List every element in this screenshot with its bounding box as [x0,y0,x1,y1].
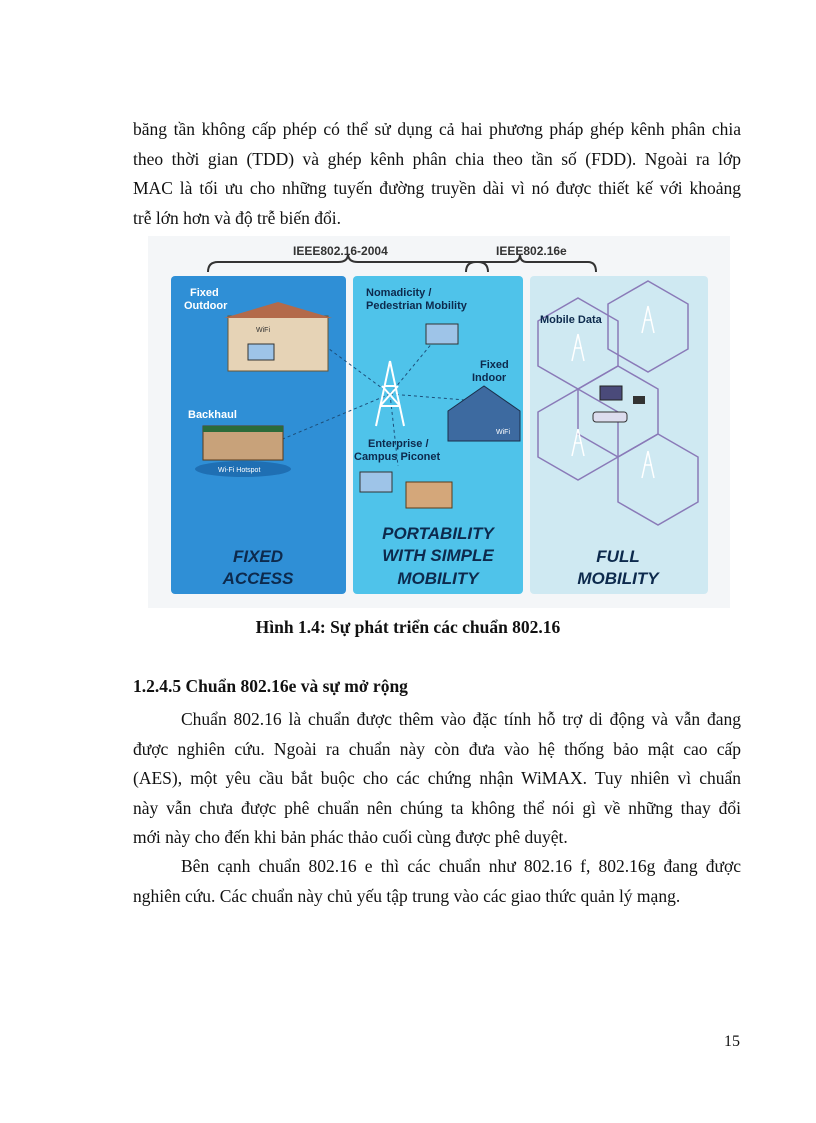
intro-line: băng tần không cấp phép có thể sử dụng cả hai phương pháp ghép kênh phân chia [133,119,741,139]
standard-left-label: IEEE802.16-2004 [293,244,388,258]
figure-caption: Hình 1.4: Sự phát triển các chuẩn 802.16 [255,617,561,637]
para1-line: mới này cho đến khi bản phác thảo cuối cùng được phê duyệt. [133,827,568,847]
para2-line: nghiên cứu. Các chuẩn này chủ yếu tập trung vào các giao thức quản lý mạng. [133,885,681,906]
section-heading: 1.2.4.5 Chuẩn 802.16e và sự mở rộng [133,676,408,696]
fixed-access-title-2: ACCESS [222,569,294,588]
figure-802-16-evolution [148,236,730,608]
wifi-hotspot-label: Wi-Fi Hotspot [218,467,261,474]
label-mobile-data: Mobile Data [540,314,602,326]
label-fixed-outdoor-2: Outdoor [184,300,228,312]
standard-right-label: IEEE802.16e [496,244,567,258]
intro-line: MAC là tối ưu cho những tuyến đường truyền dài vì nó được thiết kế với khoảng [133,178,741,198]
label-backhaul: Backhaul [188,409,237,421]
label-nomadicity-2: Pedestrian Mobility [366,300,467,312]
mobile-phone-icon [633,396,645,404]
label-enterprise-1: Enterprise / [368,438,429,450]
label-nomadicity-1: Nomadicity / [366,287,432,299]
fixed-access-title-1: FIXED [232,547,284,566]
portability-title-2: WITH SIMPLE [382,546,494,565]
full-mobility-title-1: FULL [596,547,640,566]
campus-building-icon [406,482,452,508]
label-fixed-outdoor-1: Fixed [190,287,219,299]
mobile-car-icon [593,412,627,422]
outdoor-laptop-icon [248,344,274,360]
indoor-wifi-label: WiFi [496,429,510,436]
para1-line: được nghiên cứu. Ngoài ra chuẩn này còn đưa vào hệ thống bảo mật cao cấp [133,738,741,759]
outdoor-wifi-label: WiFi [256,327,270,334]
portability-title-3: MOBILITY [397,569,479,588]
para1-line: Chuẩn 802.16 là chuẩn được thêm vào đặc tính hỗ trợ di động và vẫn đang [181,709,741,729]
para1-line: (AES), một yêu cầu bắt buộc cho các chứng nhận WiMAX. Tuy nhiên vì chuẩn [133,768,741,788]
figure-diagram [148,236,730,608]
section-paragraph-1 [133,705,741,853]
mobile-laptop-icon [600,386,622,400]
intro-line: trễ lớn hơn và độ trễ biến đổi. [133,207,342,228]
para2-line: Bên cạnh chuẩn 802.16 e thì các chuẩn như 802.16 f, 802.16g đang được [181,856,741,876]
section-paragraph-2 [133,852,741,911]
label-fixed-indoor-1: Fixed [480,359,509,371]
nomadic-laptop-icon [426,324,458,344]
enterprise-laptop-icon [360,472,392,492]
full-mobility-title-2: MOBILITY [577,569,659,588]
para1-line: này vẫn chưa được phê chuẩn nên chúng ta không thể nói gì về những thay đổi [133,797,741,818]
page-number: 15 [724,1033,740,1050]
label-enterprise-2: Campus Piconet [354,451,441,463]
intro-paragraph [133,115,741,233]
intro-line: theo thời gian (TDD) và ghép kênh phân chia theo tần số (FDD). Ngoài ra lớp [133,148,741,169]
portability-title-1: PORTABILITY [382,524,494,543]
label-fixed-indoor-2: Indoor [472,372,507,384]
outdoor-building-icon [228,316,328,371]
